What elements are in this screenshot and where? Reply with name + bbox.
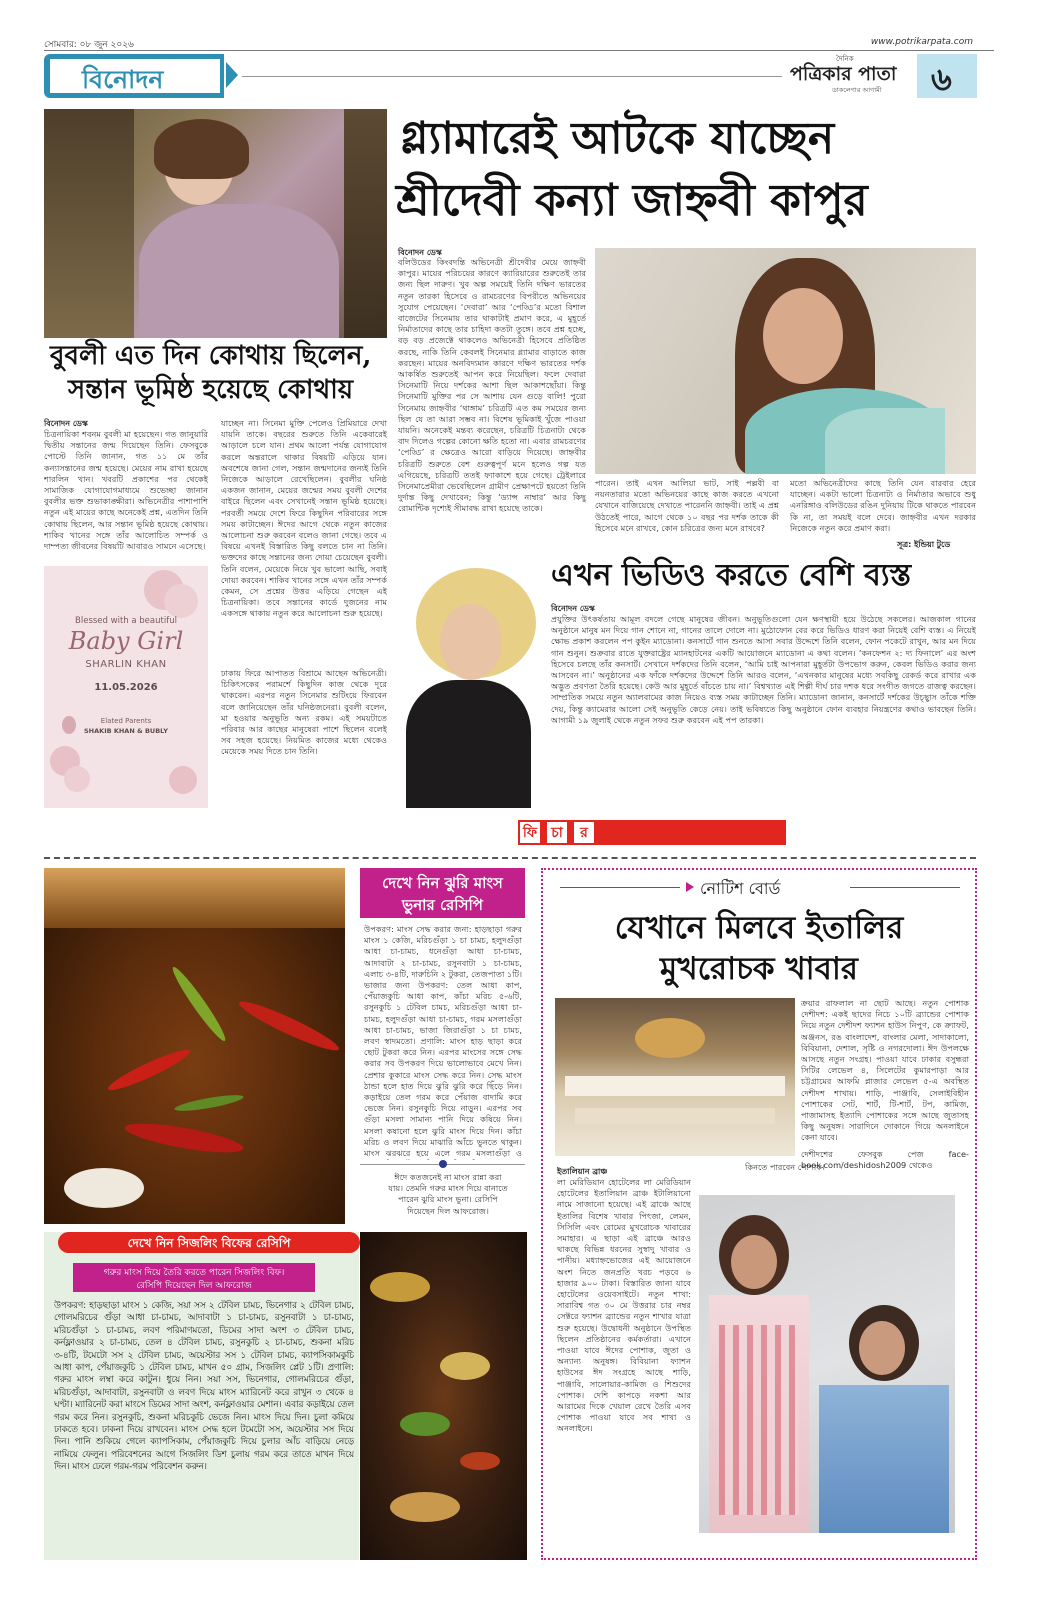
feature-label-char-2: চা	[551, 825, 563, 841]
recipe2-title: দেখে নিন সিজলিং বিফের রেসিপি	[127, 1236, 291, 1250]
lead-credit: সূত্র: ইন্ডিয়া টুডে	[897, 540, 951, 549]
jhuri-mangsho-photo	[44, 868, 345, 1224]
recipe1-title-line2: ভুনার রেসিপি	[402, 896, 483, 914]
top-rule	[44, 50, 994, 51]
card-blessed-text: Blessed with a beautiful	[75, 616, 177, 626]
lead-headline-line1: গ্ল্যামারেই আটকে যাচ্ছেন	[400, 113, 835, 164]
bubly-column-2b: ঢাকায় ফিরে আপাতত বিশ্রামে আছেন অভিনেত্রী। চিকিৎসকের পরামর্শে কিছুদিন কাজ থেকে দূরে থাকবেন। এরপর নতুন সিনেমার শুটিংয়ে ফিরবেন বলে জানিয়েছেন তাঁর ঘনিষ্ঠজনেরা। বুবলী বলেন, মা হওয়ার অনুভূতি অন্য রকম। এই সময়টাতে পরিবার আর কাছের মানুষেরা পাশে ছিলেন বলেই সব সহজ হয়েছে। নিয়মিত কাজের মধ্যে থেকেও মেয়েকে সময় দিতে চান তিনি।	[221, 668, 387, 757]
section-title: বিনোদন	[82, 65, 164, 94]
notice-headline-line1: যেখানে মিলবে ইতালির	[614, 910, 904, 946]
sizzling-beef-photo	[360, 1232, 527, 1560]
notice-side-text: ক্রয়ার রাফলাল না ছোট আছে। নতুন পোশাক দেশীদশ: একই ছাদের নিচে ১০টি ব্র্যান্ডের পোশাক নিয়ে নতুন দেশীদশ ফ্যাশন হাউস নিপুণ, কে ক্র্যাফট, অঞ্জনস, রঙ বাংলাদেশ, বাংলার মেলা, সাদাকালো, বিবিয়ানা, দেশাল, সৃষ্টি ও নগরদোলা। ঈদ উপলক্ষে আসছে নতুন সংগ্রহ। পাওয়া যাবে ঢাকার বসুন্ধরা সিটির লেভেল ৪, সিলেটের কুমারপাড়া আর চট্টগ্রামের আফমি প্লাজার লেভেল ৫-এ অবস্থিত দেশীদশ শাখায়। শাড়ি, পাঞ্জাবি, সেলাইবিহীন পোশাকের সেট, শার্ট, টি-শার্ট, টপ, কামিজ, পাজামাসহ ইত্যাদি পোশাকের সঙ্গে আছে জুতাসহ কিছু অনুষঙ্গ। সারাদিনে দোকানে গিয়ে অনলাইনে কেনা যাবে।	[801, 998, 969, 1143]
notice-headline-line2: মুখরোচক খাবার	[660, 951, 858, 987]
section-arrow-icon	[226, 62, 238, 88]
restaurant-buffet-photo	[555, 998, 795, 1156]
card-baby-name: SHARLIN KHAN	[85, 659, 167, 670]
lead-byline: বিনোদন ডেস্ক	[398, 248, 442, 257]
card-title: Baby Girl	[68, 627, 184, 655]
recipe1-title-line1: দেখে নিন ঝুরি মাংস	[382, 874, 503, 892]
section-rule	[242, 76, 782, 77]
feature-label-char-1: ফি	[522, 825, 538, 841]
recipe2-body: উপকরণ: হাড়ছাড়া মাংস ১ কেজি, সয়া সস ২ টেবিল চামচ, ভিনেগার ২ টেবিল চামচ, গোলমরিচের গুঁড়া আধা চা-চামচ, আদাবাটা ১ চা-চামচ, রসুনবাটা ১ চা-চামচ, মরিচগুঁড়া ১ চা-চামচ, লবণ পরিমাণমতো, ডিমের সাদা অংশ ৩ টেবিল চামচ, কর্নফ্লাওয়ার ২ চা-চামচ, তেল ৪ টেবিল চামচ, রসুনকুচি ২ চা-চামচ, শুকনা মরিচ ৩-৪টি, টমেটো সস ২ টেবিল চামচ, অয়েস্টার সস ১ টেবিল চামচ, ক্যাপসিকামকুচি আধা কাপ, পেঁয়াজকুচি ১ টেবিল চামচ, মাখন ৫০ গ্রাম, সিজলিং প্লেট ১টি। প্রণালি: গরুর মাংস লম্বা করে কাটুন। ধুয়ে নিন। সয়া সস, ভিনেগার, গোলমরিচের গুঁড়া, মরিচগুঁড়া, আদাবাটা, রসুনবাটা ও লবণ দিয়ে মাংস ম্যারিনেট করে রাখুন ৩ থেকে ৪ ঘণ্টা। ম্যারিনেট করা মাংসে ডিমের সাদা অংশ, কর্নফ্লাওয়ার মেশান। এবার কড়াইয়ে তেল গরম করে নিন। রসুনকুচি, শুকনা মরিচকুচি ভেজে নিন। মাংস দিয়ে দিন। চুলা কমিয়ে ঢাকতে হবে। ঢাকনা দিয়ে রাখবেন। মাংস সেদ্ধ হলে টমেটো সস, অয়েস্টার সস দিয়ে দিন। পানি শুকিয়ে গেলে ক্যাপসিকাম, পেঁয়াজকুচি দিয়ে চুলার আঁচ বাড়িয়ে নেড়ে নামিয়ে ফেলুন। পরিবেশনের আগে সিজলিং ডিশ চুলায় গরম করে তাতে মাখন দিয়ে দিন। মাংস ঢেলে গরম-গরম পরিবেশন করুন।	[54, 1301, 354, 1473]
feature-divider	[44, 857, 976, 859]
fashion-models-photo	[699, 1195, 955, 1533]
issue-date: সোমবার: ০৮ জুন ২০২৬	[44, 40, 134, 50]
recipe1-note: ঈদে কতজনেই না মাংস রান্না করা যায়। তেমনি গরুর মাংস দিয়ে বানাতে পারেন ঝুরি মাংস ভুনা। রেসিপি দিয়েছেন দিল আফরোজ।	[388, 1172, 508, 1216]
lead-body-2: পারেন। তাই এখন আলিয়া ভাট, সাই পল্লবী বা নয়নতারার মতো অভিনয়ের কাছে কাজ করতে এখনো যেখানে বাজিয়েছে দেখাতে পারেননি জাহ্নবী। তাই এ প্রশ্ন উঠতেই পারে, আগে থেকে ১০ বছর পর দর্শক তাকে কী হিসেবে মনে রাখবে, কোন চরিত্রের জন্য মনে রাখবে?	[595, 478, 779, 533]
website-link[interactable]: www.potrikarpata.com	[870, 37, 973, 47]
card-date: 11.05.2026	[94, 682, 158, 693]
lead-headline-line2: শ্রীদেবী কন্যা জাহ্নবী কাপুর	[396, 175, 868, 226]
bubly-column-2: যাচ্ছেন না। সিনেমা মুক্তি পেলেও প্রিমিয়ারে দেখা যায়নি তাকে। বছরের শুরুতে তিনি একেবারেই আড়ালে চলে যান। প্রথম আলো পর্যন্ত যোগাযোগ করলে অন্তরালে থাকার বিষয়টি এড়িয়ে যান। অবশেষে জানা গেল, সন্তান জন্মদানের জন্যই তিনি নিজেকে আড়ালে রেখেছিলেন। বুবলীর ঘনিষ্ঠ একজন জানান, মেয়ের জন্মের সময় বুবলী দেশের বাইরে ছিলেন এবং সেখানেই সন্তান ভূমিষ্ঠ হয়েছে। পরবর্তী সময়ে দেশে ফিরে কিছুদিন পরিবারের সঙ্গে সময় কাটাচ্ছেন। ঈদের আগে থেকে নতুন কাজের আলোচনা শুরু করবেন বলেও জানা গেছে। তবে এ বিষয়ে এখনই বিস্তারিত কিছু বলতে চান না তিনি। ভক্তদের কাছে সন্তানের জন্য দোয়া চেয়েছেন বুবলী। তিনি বলেন, মেয়েকে নিয়ে খুব ভালো আছি, সবাই দোয়া করবেন। শাকিব খানের সঙ্গে এখন তাঁর সম্পর্ক কেমন, সে প্রশ্নের উত্তর এড়িয়ে গেছেন এই চিত্রনায়িকা। তবে সন্তানের কার্ডে দুজনের নাম একসঙ্গে থাকায় নতুন করে আলোচনা শুরু হয়েছে।	[221, 418, 387, 619]
notice-label-icon	[686, 882, 694, 892]
bubly-column-1: চিত্রনায়িকা শবনম বুবলী মা হয়েছেন। গত জানুয়ারি দ্বিতীয় সন্তানের জন্ম দিয়েছেন তিনি। ফেসবুকে পোস্টে তিনি জানান, গত ১১ মে তাঁর কন্যাসন্তানের জন্ম হয়েছে। মেয়ের নাম রাখা হয়েছে শারলিন খান। খবরটি প্রকাশের পর থেকেই সামাজিক যোগাযোগমাধ্যমে শুভেচ্ছা জানান বুবলীর ভক্ত শুভাকাঙ্ক্ষীরা। অভিনেত্রীর পাশাপাশি নতুন এই মায়ের কাছে অনেকেই প্রশ্ন, এতদিন তিনি কোথায় ছিলেন, আর সন্তান ভূমিষ্ঠ হয়েছে কোথায়। শাকিব খানের সঙ্গে তাঁর আলোচিত সম্পর্ক ও দাম্পত্য জীবনের বিষয়টি আবারও সামনে এসেছে।	[44, 429, 208, 552]
italian-label: ইতালিয়ান ব্রাঞ্চ	[557, 1167, 608, 1176]
bubly-byline: বিনোদন ডেস্ক	[44, 419, 88, 428]
logo-small-label: দৈনিক	[836, 55, 854, 63]
madonna-byline: বিনোদন ডেস্ক	[551, 604, 595, 613]
notice-facebook-text: দেশীদশের ফেসবুক পেজ face-book.com/deshidosh2009 থেকেও	[801, 1149, 969, 1171]
lead-body-3: মতো অভিনেত্রীদের কাছে তিনি যেন বারবার হেরে যাচ্ছেন। একটা ভালো চিত্রনাট্য ও নির্মাতার অভাবে শুধু এনরিঙ্গাও বলিউডের রঙিন দুনিয়ায় টিকে থাকতে পারবেন কি না, তা সময়ই বলে দেবে। জাহ্নবীর এখন দরকার নিজেকে নতুন করে প্রমাণ করা।	[790, 478, 976, 533]
madonna-body: প্রযুক্তির উৎকর্ষতায় আমূল বদলে গেছে মানুষের জীবন। অনুভূতিগুলো যেন ক্ষণস্থায়ী হয়ে উঠেছে সকলের। আজকাল গানের অনুষ্ঠানে মানুষ মন দিয়ে গান শোনে না, গানের তালে দোলে না। মুঠোফোন বের করে ভিডিও ধারণ করা নিয়েই বেশি ব্যস্ত। এ নিয়েই ক্ষোভ প্রকাশ করলেন পপ কুইন ম্যাডোনা। কনসার্টে গান শুনতে আসা সবার উদ্দেশে তিনি বলেন, ফোন পকেটে রাখুন, আর মন দিয়ে গান শুনুন। শুক্রবার রাতে যুক্তরাষ্ট্রের ম্যানহাটনের একটি আয়োজনে ম্যাডোনা এ কথা বলেন। ‘কনফেশন ২: দ্য ফিনালে’ এর অংশ হিসেবে চলছে তাঁর কনসার্ট। সেখানে দর্শকদের তিনি বলেন, ‘আমি চাই আপনারা মুহূর্তটা উপভোগ করুন, কেবল ভিডিও করার জন্য আসবেন না।’ অনুষ্ঠানের এক ফাঁকে দর্শকদের উদ্দেশে তিনি আরও বলেন, ‘এখনকার মানুষের মধ্যে সবকিছু রেকর্ড করে রাখার এক অদ্ভুত প্রবণতা তৈরি হয়েছে। কেউ আর মুহূর্তে বাঁচতে চায় না।’ বিশ্বখ্যাত এই শিল্পী দীর্ঘ চার দশক ধরে সংগীত জগতে রাজত্ব করছেন। সাম্প্রতিক সময়ে নতুন অ্যালবামের কাজ নিয়েও ব্যস্ত সময় কাটাচ্ছেন তিনি। ম্যাডোনা জানান, কনসার্টে দর্শকের উচ্ছ্বাস তাঁকে শক্তি দেয়, কিন্তু ক্যামেরার আলো সেই অনুভূতি কেড়ে নেয়। তাই ভবিষ্যতে কিছু অনুষ্ঠানে ফোন ব্যবহার নিয়ন্ত্রণের কথাও ভাবছেন তিনি। আগামী ১৯ জুলাই থেকে নতুন সফর শুরু করবেন এই পপ তারকা।	[551, 614, 976, 725]
italian-text: লা মেরিডিয়ান হোটেলের লা মেরিডিয়ান হোটেলের ইতালিয়ান ব্রাঞ্চ ইটালিয়ানো নামে সাজানো হয়েছে। এই ব্রাঞ্চে আছে ইতালির বিশেষ খাবার পিৎজা, লেমন, সিসিলি এবং রোমের মুখরোচক খাবারের সমাহার। এ ছাড়া এই ব্রাঞ্চে আরও থাকছে বিভিন্ন ধরনের সুস্বাদু খাবার ও পানীয়। মধ্যাহ্নভোজের এই আয়োজনে অংশ নিতে জনপ্রতি খরচ পড়বে ৬ হাজার ৯০০ টাকা। বিস্তারিত জানা যাবে হোটেলের ওয়েবসাইটে। নতুন শাখা: সারাবিশ্ব গত ৩০ মে উত্তরার চার নম্বর সেক্টরে ফ্যাশন ব্র্যান্ডের নতুন শাখার যাত্রা শুরু হয়েছে। উদ্বোধনী অনুষ্ঠানে উপস্থিত ছিলেন প্রতিষ্ঠানের কর্মকর্তারা। এখানে পাওয়া যাবে ঈদের পোশাক, জুতা ও অন্যান্য অনুষঙ্গ। বিবিয়ানা ফ্যাশন হাউসের ঈদ সংগ্রহে আছে শাড়ি, পাঞ্জাবি, সালোয়ার-কামিজ ও শিশুদের পোশাক। দেশি কাপড়ে নকশা আর আরামের দিকে খেয়াল রেখে তৈরি এসব পোশাক পাওয়া যাবে সব শাখা ও অনলাইনে।	[557, 1177, 691, 1434]
janhvi-photo	[595, 248, 976, 474]
notice-label: নোটিশ বোর্ড	[700, 879, 781, 898]
madonna-photo	[398, 560, 543, 808]
bubly-headline-line2: সন্তান ভূমিষ্ঠ হয়েছে কোথায়	[68, 375, 354, 405]
recipe1-dot-icon	[439, 1160, 447, 1168]
card-parents-label: Elated Parents	[100, 717, 152, 725]
bubly-headline-line1: বুবলী এত দিন কোথায় ছিলেন,	[50, 341, 372, 371]
card-parents: SHAKIB KHAN & BUBLY	[84, 727, 168, 735]
newspaper-name: পত্রিকার পাতা	[790, 63, 897, 85]
recipe1-body: উপকরণ: মাংস সেদ্ধ করার জন্য: হাড়ছাড়া গরুর মাংস ১ কেজি, মরিচগুঁড়া ১ চা চামচ, হলুদগুঁড়া আধা চা-চামচ, ধনেগুঁড়া আধা চা-চামচ, আদাবাটা ২ চা-চামচ, রসুনবাটা ১ চা-চামচ, এলাচ ৩-৪টি, দারুচিনি ২ টুকরা, তেজপাতা ১টি। ভাজার জন্য উপকরণ: তেল আধা কাপ, পেঁয়াজকুচি আধা কাপ, কাঁচা মরিচ ৫-৬টি, রসুনকুচি ১ টেবিল চামচ, মরিচগুঁড়া আধা চা-চামচ, হলুদগুঁড়া আধা চা-চামচ, গরম মসলাগুঁড়া আধা চা-চামচ, ভাজা জিরাগুঁড়া ১ চা চামচ, লবণ স্বাদমতো। প্রণালি: মাংস হাড় ছাড়া করে ছোট টুকরা করে নিন। এরপর মাংসের সঙ্গে সেদ্ধ করার সব উপকরণ দিয়ে ভালোভাবে মেখে নিন। প্রেশার কুকারে মাংস সেদ্ধ করে নিন। সেদ্ধ মাংস ঠান্ডা হলে হাত দিয়ে ঝুরি ঝুরি করে ছিঁড়ে নিন। কড়াইয়ে তেল গরম করে পেঁয়াজ বাদামি করে ভেজে নিন। রসুনকুচি দিয়ে নাড়ুন। এরপর সব গুঁড়া মসলা সামান্য পানি দিয়ে কষিয়ে নিন। মসলা কষানো হলে ঝুরি মাংস দিয়ে দিন। কাঁচা মরিচ ও লবণ দিয়ে মাঝারি আঁচে ভুনতে থাকুন। মাংস ঝরঝরে হয়ে এলে গরম মসলাগুঁড়া ও	[364, 924, 522, 1159]
notice-label-rule-right	[850, 887, 960, 888]
notice-caption: কিনতে পারবেন পোশাক।	[745, 1162, 825, 1172]
bubly-photo	[44, 109, 387, 338]
madonna-headline: এখন ভিডিও করতে বেশি ব্যস্ত	[551, 558, 912, 593]
recipe2-subtitle-line1: গরুর মাংস দিয়ে তৈরি করতে পারেন সিজলিং বিফ।	[103, 1268, 285, 1278]
recipe2-subtitle-line2: রেসিপি দিয়েছেন দিল আফরোজ	[136, 1281, 252, 1291]
teddy-bear-icon	[62, 716, 76, 734]
page-number: ৬	[931, 60, 952, 98]
notice-label-rule-left	[560, 887, 680, 888]
feature-label-char-3: র	[580, 825, 588, 841]
lead-body: বলিউডের কিংবদন্তি অভিনেত্রী শ্রীদেবীর মেয়ে জাহ্নবী কাপুর। মায়ের পরিচয়ের কারণে ক্যারিয়ারের শুরুতেই তার জন্য ছিল দারুণ। খুব অল্প সময়েই তিনি দক্ষিণ ভারতের নতুন তারকা হিসেবে ও রামচরণের বিপরীতে অভিনয়ের সুযোগ পেয়েছেন। ‘দেবারা’ আর ‘পেড্ডি’র মতো বিশাল বাজেটের সিনেমায় তার থাকাটাই প্রমাণ করে, এ মুহূর্তে নির্মাতাদের কাছে তার চাহিদা কতটা তুঙ্গে। তবে প্রশ্ন হচ্ছে, বড় বড় প্রজেক্টে থাকলেও অভিনেত্রী হিসেবে প্রতিষ্ঠিত করছে, নাকি তিনি কেবলই সিনেমার গ্ল্যামার বাড়াতে কাজ করছেন। মায়ের অনবিদ্যমান কারণে দক্ষিণ ভারতের দর্শক আকর্ষিত শুরুতেই আপন করে নিয়েছিল। ফলে দেবারা সিনেমাটি নিয়ে দর্শকের আশা ছিল আকাশছোঁয়া। কিন্তু সিনেমাটি মুক্তির পর সে আশায় যেন গুড়ে বালি! পুরো সিনেমায় জাহ্নবীর ‘থাঙ্গাম’ চরিত্রটি এত কম সময়ের জন্য ছিল যে তা আরা সম্ভব না। বিশেষ ভূমিকাই খুঁজে পাওয়া যায়নি। অনেকেই মন্তব্য করেছেন, চরিত্রটি চিত্রনাট্য থেকে বাদ দিলেও গল্পের কোনো ক্ষতি হতো না। এবার রামচরণের ‘পেড্ডি’ র ক্ষেত্রেও আরো বাড়িয়ে দিয়েছে। জাহ্নবীর চরিত্রটি শুরুতে বেশ গুরুত্বপূর্ণ মনে হলেও গল্প যত এগিয়েছে, চরিত্রটি ততই ফ্যাকাশে হয়ে গেছে। ট্রেইলারে সিনেমাপ্রেমীরা ভেবেছিলেন গ্রামীণ প্রেক্ষাপটে হয়তো তিনি দুর্দান্ত কিছু দেখাবেন; কিন্তু ‘ড্যান্স নাম্বার’ আর কিছু রোমান্টিক দৃশ্যেই সীমাবদ্ধ রাখা হয়েছে তাকে।	[398, 257, 586, 514]
logo-tagline: ডাকলেগার আগামী	[832, 86, 882, 94]
